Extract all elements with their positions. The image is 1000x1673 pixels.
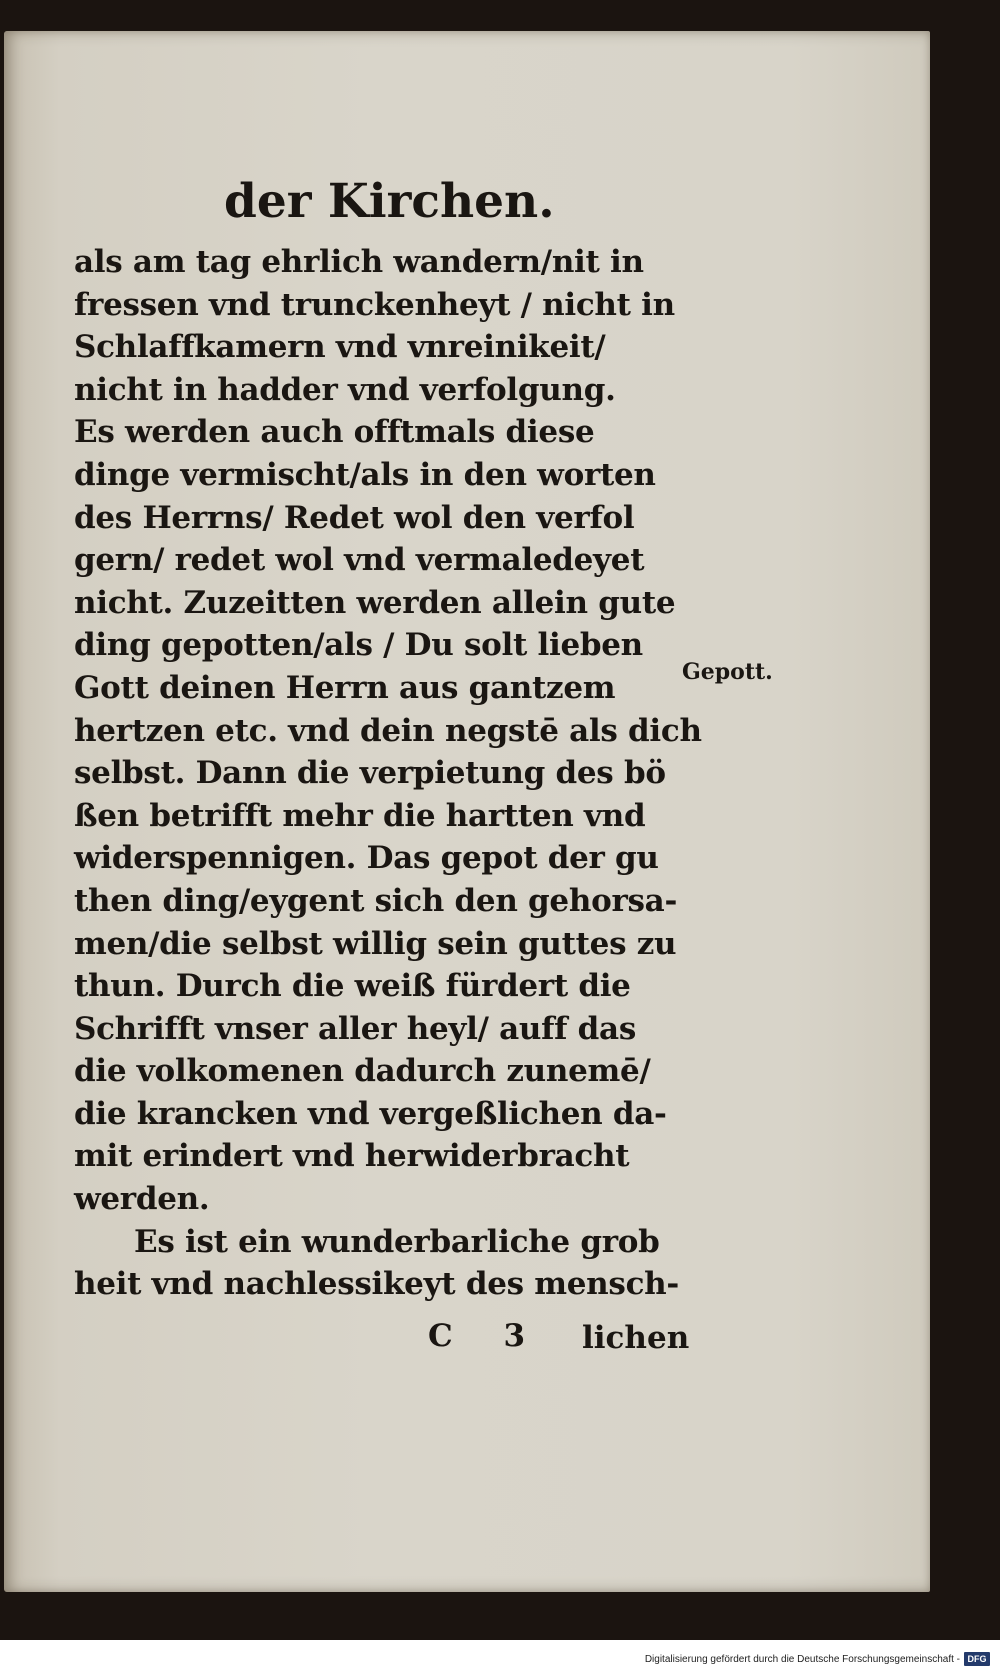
- text-line: gern/ redet wol vnd vermaledeyet: [74, 542, 645, 579]
- text-line: die krancken vnd vergeßlichen da-: [74, 1095, 667, 1132]
- text-line: des Herrns/ Redet wol den verfol: [74, 499, 635, 536]
- text-line: then ding/eygent sich den gehorsa-: [74, 882, 678, 919]
- signature-mark: C 3: [428, 1318, 526, 1354]
- text-line: als am tag ehrlich wandern/nit in: [74, 244, 644, 280]
- marginal-note: Gepott.: [682, 659, 773, 685]
- text-line: Gott deinen Herrn aus gantzem: [74, 669, 616, 706]
- text-line: Es werden auch offtmals diese: [74, 414, 595, 451]
- text-line: widerspennigen. Das gepot der gu: [74, 840, 659, 877]
- text-line: werden.: [74, 1181, 210, 1218]
- running-head: der Kirchen.: [224, 174, 555, 229]
- text-line: nicht in hadder vnd verfolgung.: [74, 371, 616, 408]
- text-line: ßen betrifft mehr die hartten vnd: [74, 797, 646, 834]
- text-line: selbst. Dann die verpietung des bö: [74, 755, 666, 792]
- book-page: [4, 31, 930, 1592]
- text-line: mit erindert vnd herwiderbracht: [74, 1138, 630, 1175]
- text-line: hertzen etc. vnd dein negstē als dich: [74, 712, 702, 749]
- digitization-footer: [0, 1640, 1000, 1673]
- text-line: fressen vnd trunckenheyt / nicht in: [74, 286, 675, 323]
- text-line: Es ist ein wunderbarliche grob: [134, 1223, 660, 1260]
- footer-credit: Digitalisierung gefördert durch die Deutsche Forschungsgemeinschaft -: [644, 1654, 960, 1665]
- body-text: [74, 241, 702, 1306]
- text-line: thun. Durch die weiß fürdert die: [74, 968, 631, 1005]
- text-line: heit vnd nachlessikeyt des mensch-: [74, 1266, 679, 1303]
- text-line: Schlaffkamern vnd vnreinikeit/: [74, 329, 606, 366]
- text-line: men/die selbst willig sein guttes zu: [74, 925, 677, 962]
- text-line: dinge vermischt/als in den worten: [74, 456, 656, 493]
- catchword: lichen: [582, 1320, 690, 1356]
- text-line: die volkomenen dadurch zunemē/: [74, 1053, 651, 1090]
- text-line: nicht. Zuzeitten werden allein gute: [74, 584, 676, 621]
- text-line: Schrifft vnser aller heyl/ auff das: [74, 1010, 637, 1047]
- dfg-logo-icon: DFG: [964, 1652, 990, 1666]
- text-line: ding gepotten/als / Du solt lieben: [74, 627, 643, 664]
